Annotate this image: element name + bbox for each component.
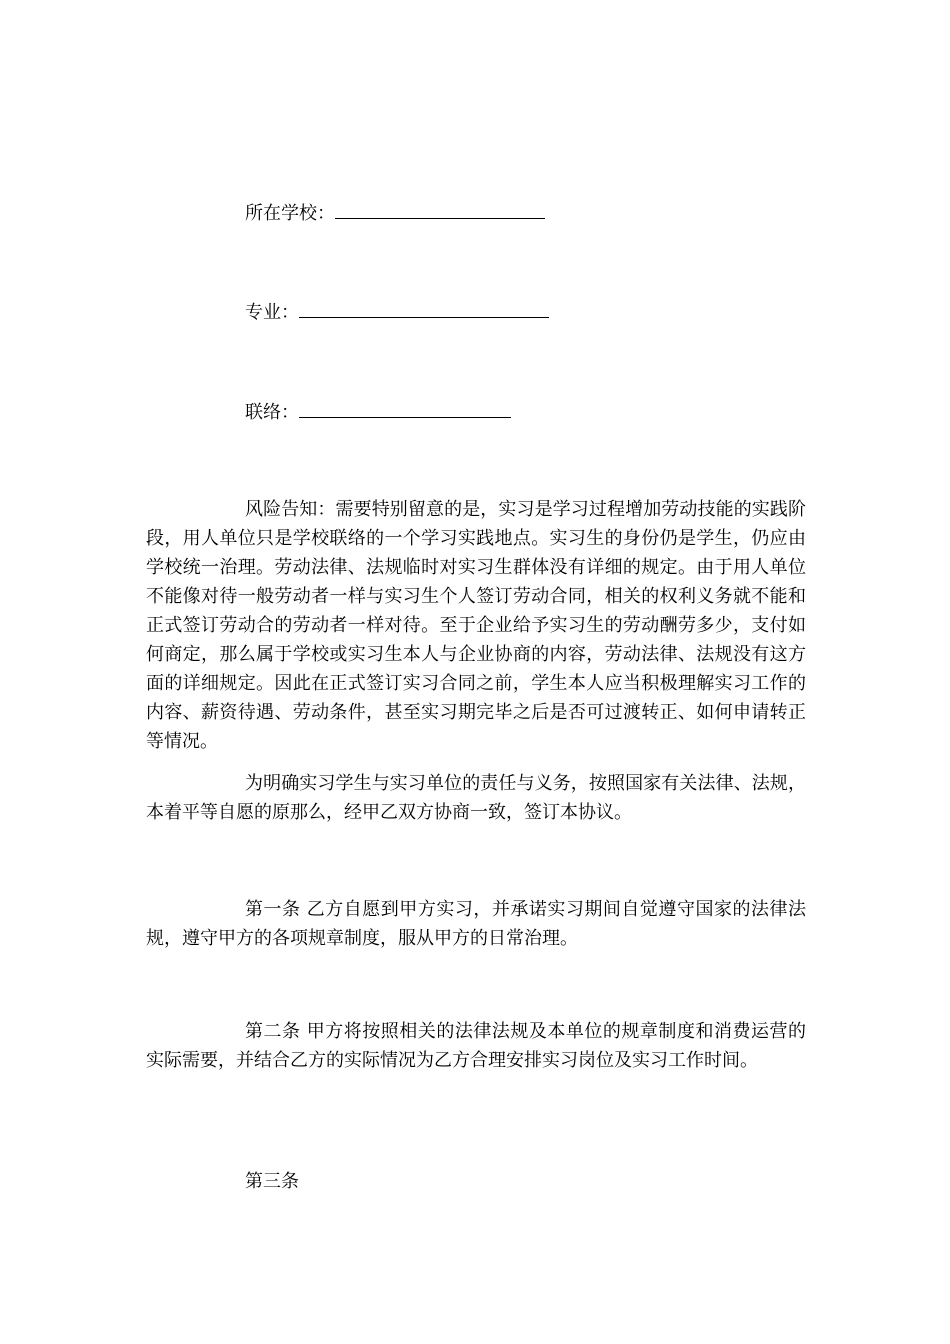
purpose-paragraph: 为明确实习学生与实习单位的责任与义务，按照国家有关法律、法规，本着平等自愿的原那么，经甲乙双方协商一致，签订本协议。 xyxy=(146,773,806,823)
school-label: 所在学校： xyxy=(245,203,335,224)
article-3-heading: 第三条 xyxy=(245,1171,299,1192)
article-1-paragraph: 第一条 乙方自愿到甲方实习，并承诺实习期间自觉遵守国家的法律法规，遵守甲方的各项规章制度，服从甲方的日常治理。 xyxy=(146,899,806,949)
article-2-paragraph: 第二条 甲方将按照相关的法律法规及本单位的规章制度和消费运营的实际需要，并结合乙方的实际情况为乙方合理安排实习岗位及实习工作时间。 xyxy=(146,1021,806,1071)
contact-label: 联络： xyxy=(245,402,299,423)
risk-notice-paragraph: 风险告知：需要特别留意的是，实习是学习过程增加劳动技能的实践阶段，用人单位只是学校联络的一个学习实践地点。实习生的身份仍是学生，仍应由学校统一治理。劳动法律、法规临时对实习生群体没有详细的规定。由于用人单位不能像对待一般劳动者一样与实习生个人签订劳动合同，相关的权利义务就不能和正式签订劳动合的劳动者一样对待。至于企业给予实习生的劳动酬劳多少，支付如何商定，那么属于学校或实习生本人与企业协商的内容，劳动法律、法规没有这方面的详细规定。因此在正式签订实习合同之前，学生本人应当积极理解实习工作的内容、薪资待遇、劳动条件，甚至实习期完毕之后是否可过渡转正、如何申请转正等情况。 xyxy=(146,499,806,752)
school-field xyxy=(245,200,545,226)
major-blank-line[interactable] xyxy=(299,299,549,318)
contact-blank-line[interactable] xyxy=(299,399,511,418)
major-label: 专业： xyxy=(245,302,299,323)
school-blank-line[interactable] xyxy=(335,200,545,219)
major-field xyxy=(245,299,549,325)
contact-field xyxy=(245,399,511,425)
